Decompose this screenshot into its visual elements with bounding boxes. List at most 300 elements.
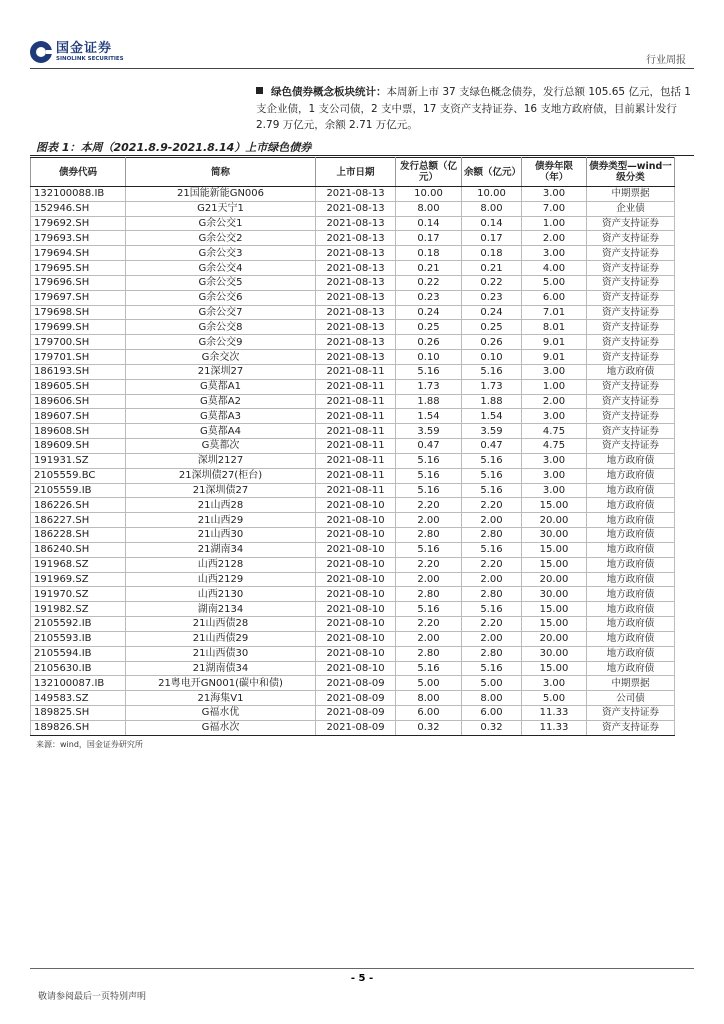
bond-name-cell: G余公交4 <box>126 261 316 276</box>
bond-type-cell: 中期票据 <box>587 676 675 691</box>
bond-type-cell: 地方政府债 <box>587 631 675 646</box>
table-row <box>31 216 675 231</box>
table-row <box>31 602 675 617</box>
bond-name-cell: 21山西29 <box>126 513 316 528</box>
listing-date-cell: 2021-08-13 <box>316 275 396 290</box>
issue-amount-cell: 5.16 <box>396 483 462 498</box>
term-cell: 20.00 <box>522 631 587 646</box>
bond-code-cell: 191969.SZ <box>31 572 126 587</box>
bond-name-cell: 山西2128 <box>126 557 316 572</box>
issue-amount-cell: 0.21 <box>396 261 462 276</box>
bond-name-cell: 21山西28 <box>126 498 316 513</box>
bond-type-cell: 资产支持证券 <box>587 275 675 290</box>
bond-name-cell: 21深圳债27(柜台) <box>126 468 316 483</box>
bond-code-cell: 179698.SH <box>31 305 126 320</box>
issue-amount-cell: 0.32 <box>396 720 462 735</box>
bond-name-cell: 21山西债30 <box>126 646 316 661</box>
term-cell: 15.00 <box>522 542 587 557</box>
bond-code-cell: 186193.SH <box>31 364 126 379</box>
bond-type-cell: 地方政府债 <box>587 587 675 602</box>
bond-code-cell: 179699.SH <box>31 320 126 335</box>
balance-cell: 2.20 <box>462 557 522 572</box>
balance-cell: 8.00 <box>462 201 522 216</box>
table-row <box>31 364 675 379</box>
bond-code-cell: 2105559.BC <box>31 468 126 483</box>
table-header-row <box>31 158 675 187</box>
bond-name-cell: 21粤电开GN001(碳中和债) <box>126 676 316 691</box>
bond-name-cell: 山西2129 <box>126 572 316 587</box>
term-cell: 3.00 <box>522 187 587 202</box>
bond-name-cell: G余公交1 <box>126 216 316 231</box>
bond-type-cell: 地方政府债 <box>587 498 675 513</box>
bond-code-cell: 186226.SH <box>31 498 126 513</box>
term-cell: 20.00 <box>522 513 587 528</box>
issue-amount-cell: 10.00 <box>396 187 462 202</box>
bond-code-cell: 191968.SZ <box>31 557 126 572</box>
term-cell: 1.00 <box>522 379 587 394</box>
table-row <box>31 468 675 483</box>
bond-type-cell: 资产支持证券 <box>587 305 675 320</box>
bond-name-cell: 湖南2134 <box>126 602 316 617</box>
listing-date-cell: 2021-08-13 <box>316 320 396 335</box>
balance-cell: 2.20 <box>462 617 522 632</box>
issue-amount-cell: 2.00 <box>396 631 462 646</box>
table-row <box>31 335 675 350</box>
bond-code-cell: 189608.SH <box>31 424 126 439</box>
col-header-issue-amount: 发行总额（亿元） <box>396 158 462 187</box>
bond-type-cell: 地方政府债 <box>587 364 675 379</box>
bond-name-cell: G莫都A1 <box>126 379 316 394</box>
term-cell: 15.00 <box>522 617 587 632</box>
bond-code-cell: 132100088.IB <box>31 187 126 202</box>
term-cell: 15.00 <box>522 602 587 617</box>
disclaimer-note: 敬请参阅最后一页特别声明 <box>38 992 147 1002</box>
bond-name-cell: 21深圳债27 <box>126 483 316 498</box>
table-body <box>31 187 675 736</box>
listing-date-cell: 2021-08-10 <box>316 498 396 513</box>
term-cell: 30.00 <box>522 587 587 602</box>
summary-label: 绿色债券概念板块统计： <box>271 86 387 98</box>
table-row <box>31 350 675 365</box>
balance-cell: 8.00 <box>462 691 522 706</box>
bond-name-cell: 21山西债28 <box>126 617 316 632</box>
balance-cell: 2.80 <box>462 646 522 661</box>
bond-code-cell: 179700.SH <box>31 335 126 350</box>
term-cell: 8.01 <box>522 320 587 335</box>
bond-name-cell: G余公交7 <box>126 305 316 320</box>
table-row <box>31 498 675 513</box>
bond-type-cell: 资产支持证券 <box>587 720 675 735</box>
bond-type-cell: 资产支持证券 <box>587 394 675 409</box>
issue-amount-cell: 2.80 <box>396 646 462 661</box>
balance-cell: 0.25 <box>462 320 522 335</box>
listing-date-cell: 2021-08-11 <box>316 409 396 424</box>
bond-code-cell: 132100087.IB <box>31 676 126 691</box>
listing-date-cell: 2021-08-13 <box>316 335 396 350</box>
bond-name-cell: G21天宁1 <box>126 201 316 216</box>
table-row <box>31 528 675 543</box>
listing-date-cell: 2021-08-11 <box>316 424 396 439</box>
balance-cell: 0.18 <box>462 246 522 261</box>
bond-type-cell: 地方政府债 <box>587 572 675 587</box>
listing-date-cell: 2021-08-11 <box>316 439 396 454</box>
table-row <box>31 513 675 528</box>
bond-type-cell: 地方政府债 <box>587 646 675 661</box>
term-cell: 4.75 <box>522 439 587 454</box>
issue-amount-cell: 0.10 <box>396 350 462 365</box>
figure-title: 图表 1：本周（2021.8.9-2021.8.14）上市绿色债券 <box>36 141 312 154</box>
balance-cell: 0.14 <box>462 216 522 231</box>
bond-code-cell: 186227.SH <box>31 513 126 528</box>
bond-code-cell: 2105592.IB <box>31 617 126 632</box>
term-cell: 3.00 <box>522 468 587 483</box>
col-header-term: 债券年限（年） <box>522 158 587 187</box>
company-logo <box>30 41 124 63</box>
bond-code-cell: 179695.SH <box>31 261 126 276</box>
col-header-listing-date: 上市日期 <box>316 158 396 187</box>
bond-name-cell: G余公交2 <box>126 231 316 246</box>
bond-type-cell: 资产支持证券 <box>587 705 675 720</box>
bond-type-cell: 资产支持证券 <box>587 261 675 276</box>
bond-code-cell: 179701.SH <box>31 350 126 365</box>
document-type: 行业周报 <box>646 55 686 66</box>
term-cell: 9.01 <box>522 335 587 350</box>
table-row <box>31 424 675 439</box>
listing-date-cell: 2021-08-09 <box>316 676 396 691</box>
term-cell: 30.00 <box>522 646 587 661</box>
listing-date-cell: 2021-08-10 <box>316 542 396 557</box>
bond-code-cell: 179696.SH <box>31 275 126 290</box>
listing-date-cell: 2021-08-13 <box>316 231 396 246</box>
table-row <box>31 379 675 394</box>
listing-date-cell: 2021-08-10 <box>316 602 396 617</box>
listing-date-cell: 2021-08-13 <box>316 216 396 231</box>
bond-type-cell: 地方政府债 <box>587 542 675 557</box>
table-row <box>31 231 675 246</box>
term-cell: 11.33 <box>522 705 587 720</box>
issue-amount-cell: 0.22 <box>396 275 462 290</box>
bond-type-cell: 地方政府债 <box>587 557 675 572</box>
term-cell: 5.00 <box>522 691 587 706</box>
balance-cell: 5.00 <box>462 676 522 691</box>
balance-cell: 10.00 <box>462 187 522 202</box>
table-row <box>31 646 675 661</box>
listing-date-cell: 2021-08-10 <box>316 646 396 661</box>
balance-cell: 6.00 <box>462 705 522 720</box>
issue-amount-cell: 0.14 <box>396 216 462 231</box>
term-cell: 4.75 <box>522 424 587 439</box>
table-row <box>31 572 675 587</box>
balance-cell: 3.59 <box>462 424 522 439</box>
issue-amount-cell: 1.54 <box>396 409 462 424</box>
table-row <box>31 705 675 720</box>
table-row <box>31 631 675 646</box>
bond-type-cell: 地方政府债 <box>587 617 675 632</box>
bond-type-cell: 资产支持证券 <box>587 290 675 305</box>
issue-amount-cell: 8.00 <box>396 691 462 706</box>
listing-date-cell: 2021-08-11 <box>316 364 396 379</box>
bond-code-cell: 2105630.IB <box>31 661 126 676</box>
balance-cell: 0.17 <box>462 231 522 246</box>
issue-amount-cell: 2.80 <box>396 528 462 543</box>
issue-amount-cell: 5.16 <box>396 661 462 676</box>
table-row <box>31 290 675 305</box>
bond-type-cell: 公司债 <box>587 691 675 706</box>
bond-type-cell: 资产支持证券 <box>587 439 675 454</box>
summary-text: 本周新上市 37 支绿色概念债券，发行总额 105.65 亿元，包括 1 支企业债，1 支公司债，2 支中票，17 支资产支持证券、16 支地方政府债，目前累计发行 2.79 万亿元，余额 2.71 万亿元。 <box>256 86 691 131</box>
term-cell: 3.00 <box>522 364 587 379</box>
balance-cell: 1.54 <box>462 409 522 424</box>
issue-amount-cell: 3.59 <box>396 424 462 439</box>
table-row <box>31 617 675 632</box>
bond-name-cell: 21山西债29 <box>126 631 316 646</box>
bond-type-cell: 地方政府债 <box>587 468 675 483</box>
bond-code-cell: 179694.SH <box>31 246 126 261</box>
table-row <box>31 305 675 320</box>
issue-amount-cell: 2.00 <box>396 513 462 528</box>
bond-name-cell: 21海集V1 <box>126 691 316 706</box>
balance-cell: 5.16 <box>462 364 522 379</box>
col-header-balance: 余额（亿元） <box>462 158 522 187</box>
listing-date-cell: 2021-08-11 <box>316 483 396 498</box>
bond-type-cell: 中期票据 <box>587 187 675 202</box>
bond-code-cell: 2105559.IB <box>31 483 126 498</box>
listing-date-cell: 2021-08-10 <box>316 513 396 528</box>
issue-amount-cell: 2.80 <box>396 587 462 602</box>
bond-type-cell: 资产支持证券 <box>587 335 675 350</box>
issue-amount-cell: 5.16 <box>396 468 462 483</box>
issue-amount-cell: 2.20 <box>396 617 462 632</box>
table-row <box>31 483 675 498</box>
listing-date-cell: 2021-08-13 <box>316 201 396 216</box>
bond-type-cell: 资产支持证券 <box>587 231 675 246</box>
balance-cell: 2.80 <box>462 528 522 543</box>
balance-cell: 1.73 <box>462 379 522 394</box>
table-row <box>31 409 675 424</box>
listing-date-cell: 2021-08-10 <box>316 631 396 646</box>
table-row <box>31 394 675 409</box>
bond-code-cell: 179693.SH <box>31 231 126 246</box>
bond-type-cell: 资产支持证券 <box>587 424 675 439</box>
bond-code-cell: 186240.SH <box>31 542 126 557</box>
bond-code-cell: 189605.SH <box>31 379 126 394</box>
issue-amount-cell: 5.16 <box>396 542 462 557</box>
listing-date-cell: 2021-08-13 <box>316 187 396 202</box>
listing-date-cell: 2021-08-13 <box>316 350 396 365</box>
bond-name-cell: G莫都A4 <box>126 424 316 439</box>
balance-cell: 5.16 <box>462 468 522 483</box>
listing-date-cell: 2021-08-10 <box>316 661 396 676</box>
bond-code-cell: 191970.SZ <box>31 587 126 602</box>
brand-name-cn: 国金证券 <box>56 40 113 56</box>
issue-amount-cell: 0.23 <box>396 290 462 305</box>
issue-amount-cell: 5.16 <box>396 453 462 468</box>
listing-date-cell: 2021-08-10 <box>316 557 396 572</box>
bond-type-cell: 资产支持证券 <box>587 409 675 424</box>
bond-name-cell: G余公交8 <box>126 320 316 335</box>
listing-date-cell: 2021-08-09 <box>316 691 396 706</box>
bond-code-cell: 189609.SH <box>31 439 126 454</box>
bond-name-cell: G余公交9 <box>126 335 316 350</box>
balance-cell: 2.00 <box>462 513 522 528</box>
bond-type-cell: 地方政府债 <box>587 602 675 617</box>
bond-type-cell: 企业债 <box>587 201 675 216</box>
balance-cell: 0.23 <box>462 290 522 305</box>
footer-divider <box>30 968 694 969</box>
table-row <box>31 661 675 676</box>
listing-date-cell: 2021-08-13 <box>316 246 396 261</box>
bond-type-cell: 资产支持证券 <box>587 350 675 365</box>
balance-cell: 2.00 <box>462 631 522 646</box>
bond-code-cell: 189606.SH <box>31 394 126 409</box>
bond-name-cell: G莫都次 <box>126 439 316 454</box>
bond-type-cell: 地方政府债 <box>587 661 675 676</box>
bond-type-cell: 地方政府债 <box>587 513 675 528</box>
issue-amount-cell: 0.24 <box>396 305 462 320</box>
issue-amount-cell: 1.88 <box>396 394 462 409</box>
figure-title-divider <box>30 155 694 156</box>
bond-name-cell: 21国能新能GN006 <box>126 187 316 202</box>
issue-amount-cell: 2.20 <box>396 498 462 513</box>
page-number: - 5 - <box>350 973 374 984</box>
term-cell: 15.00 <box>522 557 587 572</box>
bond-code-cell: 2105593.IB <box>31 631 126 646</box>
bond-name-cell: 21湖南34 <box>126 542 316 557</box>
term-cell: 9.01 <box>522 350 587 365</box>
bond-name-cell: G莫都A2 <box>126 394 316 409</box>
bond-type-cell: 资产支持证券 <box>587 246 675 261</box>
table-row <box>31 261 675 276</box>
bond-type-cell: 资产支持证券 <box>587 216 675 231</box>
bond-code-cell: 191931.SZ <box>31 453 126 468</box>
bond-name-cell: 山西2130 <box>126 587 316 602</box>
balance-cell: 2.00 <box>462 572 522 587</box>
term-cell: 3.00 <box>522 246 587 261</box>
issue-amount-cell: 6.00 <box>396 705 462 720</box>
bond-code-cell: 179697.SH <box>31 290 126 305</box>
balance-cell: 2.80 <box>462 587 522 602</box>
bond-name-cell: G余公交6 <box>126 290 316 305</box>
term-cell: 15.00 <box>522 498 587 513</box>
term-cell: 3.00 <box>522 483 587 498</box>
bond-code-cell: 179692.SH <box>31 216 126 231</box>
balance-cell: 0.10 <box>462 350 522 365</box>
listing-date-cell: 2021-08-11 <box>316 379 396 394</box>
balance-cell: 0.21 <box>462 261 522 276</box>
listing-date-cell: 2021-08-13 <box>316 305 396 320</box>
bond-name-cell: G余交次 <box>126 350 316 365</box>
term-cell: 3.00 <box>522 453 587 468</box>
term-cell: 11.33 <box>522 720 587 735</box>
issue-amount-cell: 0.18 <box>396 246 462 261</box>
table-row <box>31 720 675 735</box>
term-cell: 20.00 <box>522 572 587 587</box>
listing-date-cell: 2021-08-13 <box>316 261 396 276</box>
table-row <box>31 439 675 454</box>
listing-date-cell: 2021-08-11 <box>316 468 396 483</box>
listing-date-cell: 2021-08-10 <box>316 572 396 587</box>
balance-cell: 0.26 <box>462 335 522 350</box>
bond-code-cell: 149583.SZ <box>31 691 126 706</box>
table-row <box>31 542 675 557</box>
table-row <box>31 676 675 691</box>
table-row <box>31 187 675 202</box>
header-divider <box>30 68 694 69</box>
bond-code-cell: 191982.SZ <box>31 602 126 617</box>
term-cell: 7.00 <box>522 201 587 216</box>
listing-date-cell: 2021-08-10 <box>316 587 396 602</box>
term-cell: 1.00 <box>522 216 587 231</box>
issue-amount-cell: 5.16 <box>396 364 462 379</box>
bond-name-cell: 21湖南债34 <box>126 661 316 676</box>
source-note: 来源：wind，国金证券研究所 <box>36 740 143 749</box>
green-bond-table <box>30 157 675 736</box>
issue-amount-cell: 0.17 <box>396 231 462 246</box>
bond-name-cell: G福水次 <box>126 720 316 735</box>
bond-type-cell: 地方政府债 <box>587 528 675 543</box>
bond-name-cell: G余公交5 <box>126 275 316 290</box>
col-header-name: 简称 <box>126 158 316 187</box>
balance-cell: 2.20 <box>462 498 522 513</box>
issue-amount-cell: 1.73 <box>396 379 462 394</box>
listing-date-cell: 2021-08-11 <box>316 394 396 409</box>
balance-cell: 0.24 <box>462 305 522 320</box>
issue-amount-cell: 5.00 <box>396 676 462 691</box>
term-cell: 6.00 <box>522 290 587 305</box>
bond-name-cell: G福水优 <box>126 705 316 720</box>
logo-icon <box>30 41 52 63</box>
term-cell: 3.00 <box>522 676 587 691</box>
bond-name-cell: 21山西30 <box>126 528 316 543</box>
summary-paragraph <box>256 84 692 134</box>
term-cell: 30.00 <box>522 528 587 543</box>
bond-name-cell: 深圳2127 <box>126 453 316 468</box>
term-cell: 2.00 <box>522 394 587 409</box>
bond-name-cell: G莫都A3 <box>126 409 316 424</box>
bullet-icon <box>256 87 263 94</box>
listing-date-cell: 2021-08-09 <box>316 705 396 720</box>
bond-type-cell: 地方政府债 <box>587 453 675 468</box>
balance-cell: 1.88 <box>462 394 522 409</box>
issue-amount-cell: 2.20 <box>396 557 462 572</box>
bond-code-cell: 189607.SH <box>31 409 126 424</box>
term-cell: 4.00 <box>522 261 587 276</box>
term-cell: 15.00 <box>522 661 587 676</box>
balance-cell: 5.16 <box>462 483 522 498</box>
listing-date-cell: 2021-08-09 <box>316 720 396 735</box>
table-row <box>31 691 675 706</box>
listing-date-cell: 2021-08-10 <box>316 528 396 543</box>
issue-amount-cell: 0.26 <box>396 335 462 350</box>
table-row <box>31 246 675 261</box>
bond-code-cell: 152946.SH <box>31 201 126 216</box>
table-row <box>31 275 675 290</box>
bond-name-cell: 21深圳27 <box>126 364 316 379</box>
balance-cell: 5.16 <box>462 453 522 468</box>
balance-cell: 5.16 <box>462 542 522 557</box>
balance-cell: 0.47 <box>462 439 522 454</box>
term-cell: 5.00 <box>522 275 587 290</box>
table-row <box>31 557 675 572</box>
issue-amount-cell: 0.47 <box>396 439 462 454</box>
bond-code-cell: 186228.SH <box>31 528 126 543</box>
issue-amount-cell: 5.16 <box>396 602 462 617</box>
bond-code-cell: 189826.SH <box>31 720 126 735</box>
bond-code-cell: 189825.SH <box>31 705 126 720</box>
listing-date-cell: 2021-08-11 <box>316 453 396 468</box>
term-cell: 7.01 <box>522 305 587 320</box>
table-row <box>31 453 675 468</box>
